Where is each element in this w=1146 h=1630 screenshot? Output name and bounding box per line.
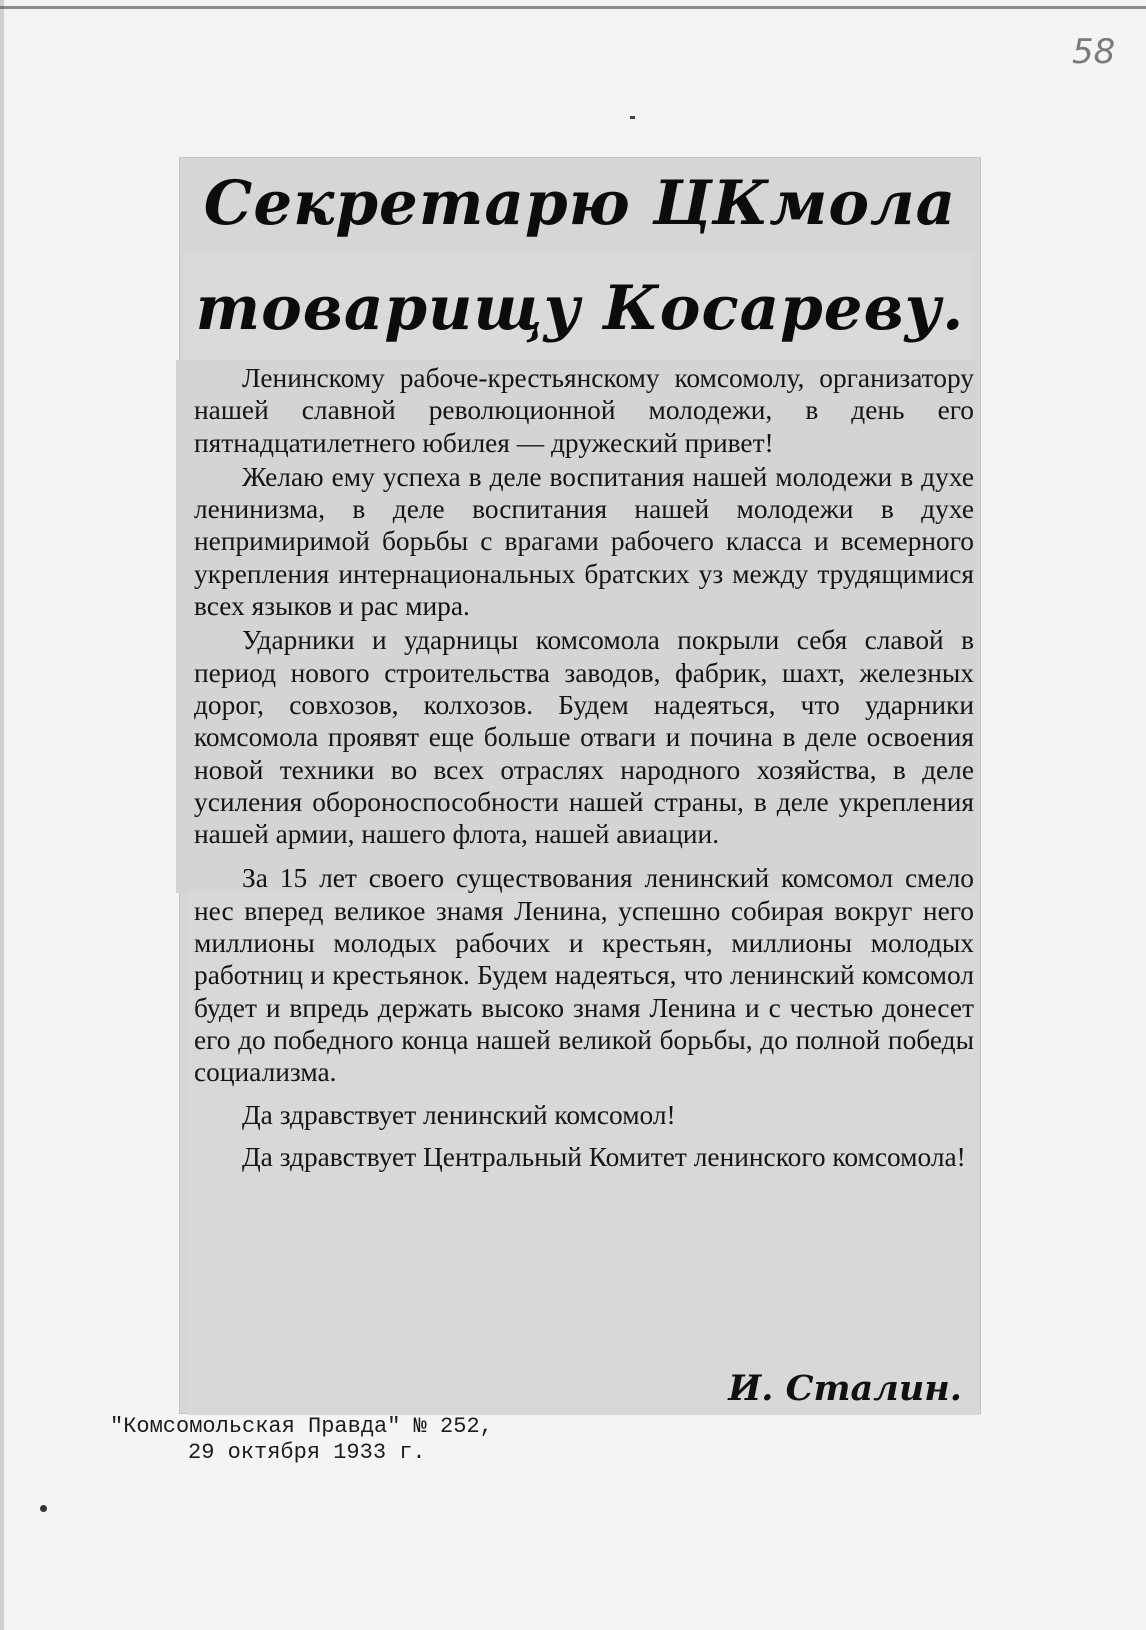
- paragraph-shock-workers: Ударники и ударницы комсомола покрыли себя славой в период нового строительства заводов, фабрик, шахт, железных дорог, совхозов, колхозов. Будем надеяться, что ударники комсомола проявят еще больше отваги и почина в деле освоения новой техники во всех отраслях народного хозяйства, в деле усиления обороноспособности нашей страны, в деле укрепления нашей армии, нашего флота, нашей авиации.: [194, 625, 974, 850]
- page-number: 58: [1072, 32, 1116, 72]
- source-date: 29 октября 1933 г.: [188, 1440, 426, 1465]
- paragraph-education: Желаю ему успеха в деле воспитания нашей молодежи в духе ленинизма, в деле воспитания нашей молодежи в духе непримиримой борьбы с врагами рабочего класса и всемерного укрепления интернациональных братских уз между трудящимися всех языков и рас мира.: [194, 461, 974, 622]
- source-newspaper: "Комсомольская Правда" № 252,: [110, 1414, 493, 1439]
- paragraph-long-live-komsomol: Да здравствует ленинский комсомол!: [242, 1099, 676, 1130]
- page-left-edge: [0, 0, 4, 1630]
- letter-body: [194, 362, 974, 1173]
- signature: И. Сталин.: [728, 1368, 962, 1409]
- page-top-edge: [0, 6, 1146, 9]
- ink-speck: [40, 1505, 47, 1512]
- paragraph-fifteen-years: За 15 лет своего существования ленинский комсомол смело нес вперед великое знамя Ленина, успешно собирая вокруг него миллионы молодых рабочих и крестьян, миллионы молодых работниц и крестьянок. Будем надеяться, что ленинский комсомол будет и впредь держать высоко знамя Ленина и с честью донесет его до победного конца нашей великой борьбы, до полной победы социализма.: [194, 863, 974, 1088]
- paragraph-greeting: Ленинскому рабоче-крестьянскому комсомолу, организатору нашей славной революционной молодежи, в день его пятнадцатилетнего юбилея — дружеский привет!: [194, 363, 974, 458]
- headline-line-1: Секретарю ЦКмола: [203, 168, 957, 239]
- headline-line-2: товарищу Косареву.: [195, 273, 965, 344]
- ink-speck: [630, 116, 635, 119]
- paragraph-long-live-central-committee: Да здравствует Центральный Комитет ленинского комсомола!: [242, 1141, 966, 1172]
